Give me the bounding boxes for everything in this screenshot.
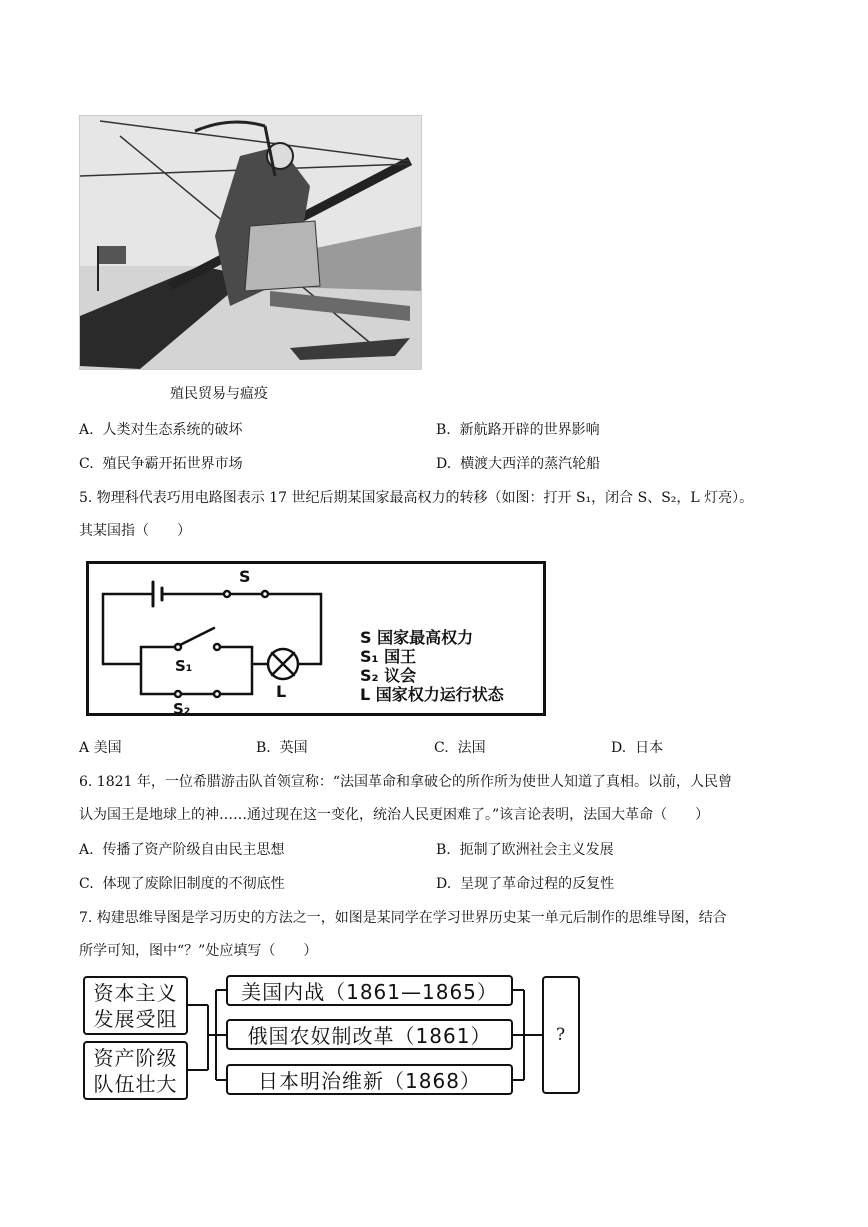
option-text: 人类对生态系统的破坏 bbox=[102, 422, 243, 438]
option-text: 美国 bbox=[93, 740, 122, 756]
option-letter: A bbox=[79, 740, 90, 756]
mindmap-event-text: 俄国农奴制改革（1861） bbox=[247, 1024, 492, 1048]
option-text: 横渡大西洋的蒸汽轮船 bbox=[460, 456, 601, 472]
option-text: 法国 bbox=[457, 740, 486, 756]
q7-stem-line1: 7. 构建思维导图是学习历史的方法之一，如图是某同学在学习世界历史某一单元后制作的思维导图，结合 bbox=[79, 910, 727, 926]
q5-stem-line1: 5. 物理科代表巧用电路图表示 17 世纪后期某国家最高权力的转移（如图：打开 S₁，闭合 S、S₂，L 灯亮）。 bbox=[79, 490, 754, 506]
mindmap-answer-box[interactable] bbox=[542, 976, 580, 1094]
option-text: 新航路开辟的世界影响 bbox=[459, 422, 600, 438]
mindmap-answer-text: ? bbox=[555, 1025, 567, 1045]
mindmap-event-box bbox=[226, 1064, 513, 1095]
option-letter: D. bbox=[436, 456, 452, 472]
option-letter: B. bbox=[436, 842, 451, 858]
option-text: 呈现了革命过程的反复性 bbox=[460, 876, 615, 892]
mindmap-cause-box bbox=[83, 976, 188, 1035]
mindmap-event-text: 日本明治维新（1868） bbox=[258, 1069, 481, 1093]
option-text: 扼制了欧洲社会主义发展 bbox=[459, 842, 614, 858]
mindmap-event-box bbox=[226, 975, 513, 1006]
option-letter: A. bbox=[79, 842, 94, 858]
legend-item: S 国家最高权力 bbox=[360, 628, 474, 647]
option-letter: B. bbox=[256, 740, 271, 756]
option-text: 殖民争霸开拓世界市场 bbox=[102, 456, 243, 472]
switch-s1-label: S₁ bbox=[175, 657, 193, 675]
mindmap-cause-text: 资产阶级 队伍壮大 bbox=[93, 1045, 178, 1096]
mindmap-event-box bbox=[226, 1019, 513, 1050]
option-letter: B. bbox=[436, 422, 451, 438]
option-letter: D. bbox=[611, 740, 627, 756]
option-text: 体现了废除旧制度的不彻底性 bbox=[102, 876, 285, 892]
option-text: 日本 bbox=[635, 740, 664, 756]
option-letter: C. bbox=[79, 456, 94, 472]
q5-stem-line2: 其某国指（ ） bbox=[79, 523, 191, 539]
image-caption: 殖民贸易与瘟疫 bbox=[170, 386, 268, 402]
mindmap-cause-box bbox=[83, 1041, 188, 1100]
legend-item: L 国家权力运行状态 bbox=[360, 685, 504, 704]
switch-s2-label: S₂ bbox=[173, 700, 191, 718]
option-text: 传播了资产阶级自由民主思想 bbox=[102, 842, 285, 858]
option-text: 英国 bbox=[279, 740, 308, 756]
mindmap-cause-text: 资本主义 发展受阻 bbox=[93, 980, 178, 1031]
mindmap-event-text: 美国内战（1861—1865） bbox=[241, 980, 498, 1004]
option-letter: C. bbox=[79, 876, 94, 892]
q7-stem-line2: 所学可知，图中“？”处应填写（ ） bbox=[79, 943, 318, 959]
switch-s-label: S bbox=[239, 567, 251, 586]
q6-stem-line1: 6. 1821 年，一位希腊游击队首领宣称：“法国革命和拿破仑的所作所为使世人知道了真相。以前，人民曾 bbox=[79, 774, 733, 790]
legend-item: S₁ 国王 bbox=[360, 647, 417, 666]
lamp-l-label: L bbox=[276, 682, 287, 701]
option-letter: D. bbox=[436, 876, 452, 892]
option-letter: A. bbox=[79, 422, 94, 438]
q6-stem-line2: 认为国王是地球上的神……通过现在这一变化，统治人民更困难了。”该言论表明，法国大革命（ ） bbox=[79, 807, 710, 823]
legend-item: S₂ 议会 bbox=[360, 666, 417, 685]
option-letter: C. bbox=[434, 740, 449, 756]
